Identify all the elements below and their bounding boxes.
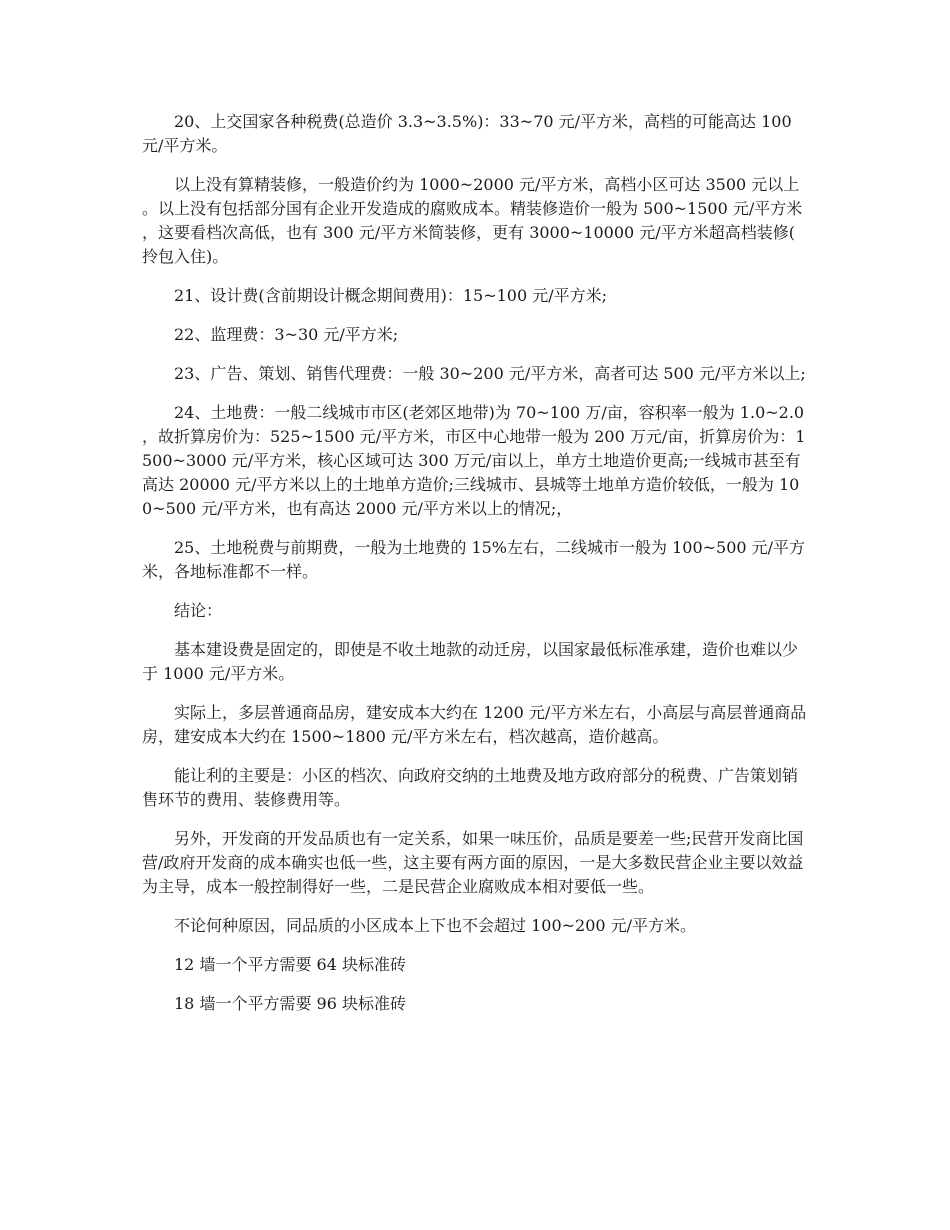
paragraph-cost-variance: 不论何种原因，同品质的小区成本上下也不会超过 100~200 元/平方米。 <box>174 916 697 935</box>
paragraph-conclusion-heading: 结论： <box>174 601 223 620</box>
paragraph-brick-12-wall: 12 墙一个平方需要 64 块标准砖 <box>174 955 406 974</box>
paragraph-decoration-cost: 以上没有算精装修，一般造价约为 1000~2000 元/平方米，高档小区可达 3500 元以上。以上没有包括部分国有企业开发造成的腐败成本。精装修造价一般为 500~1500 元/平方米，这要看档次高低，也有 300 元/平方米简装修，更有 3000~10000 元/平方米超高档装修(拎包入住)。 <box>142 175 803 266</box>
paragraph-basic-construction: 基本建设费是固定的，即使是不收土地款的动迁房，以国家最低标准承建，造价也难以少于 1000 元/平方米。 <box>142 640 799 683</box>
paragraph-supervision-fee: 22、监理费：3~30 元/平方米; <box>174 325 399 344</box>
paragraph-land-tax: 25、土地税费与前期费，一般为土地费的 15%左右，二线城市一般为 100~500 元/平方米，各地标准都不一样。 <box>142 538 806 581</box>
paragraph-design-fee: 21、设计费(含前期设计概念期间费用)：15~100 元/平方米; <box>174 286 608 305</box>
paragraph-actual-cost: 实际上，多层普通商品房，建安成本大约在 1200 元/平方米左右，小高层与高层普通商品房，建安成本大约在 1500~1800 元/平方米左右，档次越高，造价越高。 <box>142 703 807 746</box>
paragraph-taxes: 20、上交国家各种税费(总造价 3.3~3.5%)：33~70 元/平方米，高档的可能高达 100 元/平方米。 <box>142 112 792 155</box>
document-body <box>142 110 808 1031</box>
paragraph-concessions: 能让利的主要是：小区的档次、向政府交纳的土地费及地方政府部分的税费、广告策划销售环节的费用、装修费用等。 <box>142 766 799 809</box>
paragraph-advertising-fee: 23、广告、策划、销售代理费：一般 30~200 元/平方米，高者可达 500 元/平方米以上; <box>174 364 806 383</box>
paragraph-brick-18-wall: 18 墙一个平方需要 96 块标准砖 <box>174 994 406 1013</box>
paragraph-land-fee: 24、土地费：一般二线城市市区(老郊区地带)为 70~100 万/亩，容积率一般为 1.0~2.0，故折算房价为：525~1500 元/平方米，市区中心地带一般为 200 万元/亩，折算房价为：1500~3000 元/平方米，核心区域可达 300 万元/亩以上，单方土地造价更高;一线城市甚至有高达 20000 元/平方米以上的土地单方造价;三线城市、县城等土地单方造价较低，一般为 100~500 元/平方米，也有高达 2000 元/平方米以上的情况;， <box>142 403 806 518</box>
paragraph-developer-quality: 另外，开发商的开发品质也有一定关系，如果一味压价，品质是要差一些;民营开发商比国营/政府开发商的成本确实也低一些，这主要有两方面的原因，一是大多数民营企业主要以效益为主导，成本一般控制得好一些，二是民营企业腐败成本相对要低一些。 <box>142 829 804 896</box>
